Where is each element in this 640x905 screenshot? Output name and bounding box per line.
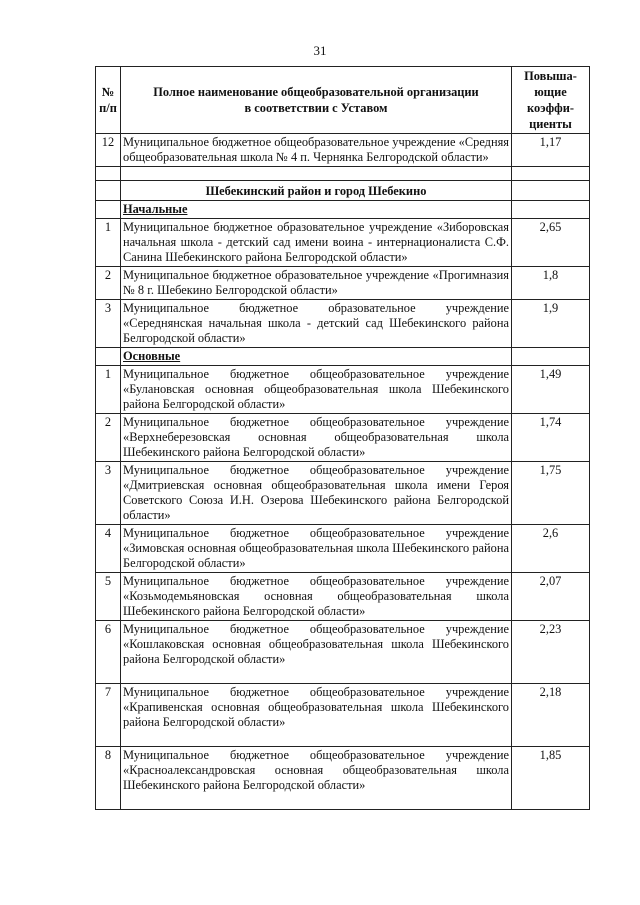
table-row <box>96 621 590 684</box>
table-row <box>96 300 590 348</box>
table-row <box>96 684 590 747</box>
category-row <box>96 201 590 219</box>
district-heading: Шебекинский район и город Шебекино <box>121 181 512 201</box>
row-num: 12 <box>96 134 121 167</box>
row-coef: 2,65 <box>512 219 590 267</box>
row-name: Муниципальное бюджетное общеобразовательное учреждение «Кошлаковская основная общеобразовательная школа Шебекинского района Белгородской области» <box>121 621 512 684</box>
table-row <box>96 414 590 462</box>
header-name: Полное наименование общеобразовательной организации в соответствии с Уставом <box>121 67 512 134</box>
row-coef: 1,8 <box>512 267 590 300</box>
row-name: Муниципальное бюджетное общеобразовательное учреждение «Дмитриевская основная общеобразовательная школа имени Героя Советского Союза И.Н. Озерова Шебекинского района Белгородской области» <box>121 462 512 525</box>
row-coef: 1,85 <box>512 747 590 810</box>
spacer-row <box>96 167 590 181</box>
table-row <box>96 525 590 573</box>
row-coef: 2,18 <box>512 684 590 747</box>
row-coef: 2,23 <box>512 621 590 684</box>
row-name: Муниципальное бюджетное общеобразовательное учреждение «Козьмодемьяновская основная общеобразовательная школа Шебекинского района Белгородской области» <box>121 573 512 621</box>
row-num: 5 <box>96 573 121 621</box>
row-coef: 2,6 <box>512 525 590 573</box>
row-coef: 1,17 <box>512 134 590 167</box>
table-row <box>96 573 590 621</box>
row-num: 3 <box>96 462 121 525</box>
category-row <box>96 348 590 366</box>
row-coef: 1,49 <box>512 366 590 414</box>
row-num: 7 <box>96 684 121 747</box>
row-coef: 2,07 <box>512 573 590 621</box>
district-row <box>96 181 590 201</box>
row-num: 1 <box>96 219 121 267</box>
row-name: Муниципальное бюджетное образовательное учреждение «Прогимназия № 8 г. Шебекино Белгородской области» <box>121 267 512 300</box>
schools-table <box>95 66 590 810</box>
row-name: Муниципальное бюджетное общеобразовательное учреждение «Средняя общеобразовательная школа № 4 п. Чернянка Белгородской области» <box>121 134 512 167</box>
table-row <box>96 267 590 300</box>
row-num: 2 <box>96 414 121 462</box>
row-name: Муниципальное бюджетное общеобразовательное учреждение «Верхнеберезовская основная общеобразовательная школа Шебекинского района Белгородской области» <box>121 414 512 462</box>
category-heading: Начальные <box>121 201 512 219</box>
row-coef: 1,9 <box>512 300 590 348</box>
row-name: Муниципальное бюджетное образовательное учреждение «Середнянская начальная школа - детский сад Шебекинского района Белгородской области» <box>121 300 512 348</box>
row-num: 1 <box>96 366 121 414</box>
table-row <box>96 134 590 167</box>
row-coef: 1,74 <box>512 414 590 462</box>
table-row <box>96 462 590 525</box>
row-name: Муниципальное бюджетное образовательное учреждение «Зиборовская начальная школа - детский сад имени воина - интернационалиста С.Ф. Санина Шебекинского района Белгородской области» <box>121 219 512 267</box>
row-name: Муниципальное бюджетное общеобразовательное учреждение «Булановская основная общеобразовательная школа Шебекинского района Белгородской области» <box>121 366 512 414</box>
row-coef: 1,75 <box>512 462 590 525</box>
row-num: 4 <box>96 525 121 573</box>
table-row <box>96 219 590 267</box>
row-name: Муниципальное бюджетное общеобразовательное учреждение «Зимовская основная общеобразовательная школа Шебекинского района Белгородской области» <box>121 525 512 573</box>
row-num: 6 <box>96 621 121 684</box>
row-num: 8 <box>96 747 121 810</box>
row-name: Муниципальное бюджетное общеобразовательное учреждение «Крапивенская основная общеобразовательная школа Шебекинского района Белгородской области» <box>121 684 512 747</box>
table-row <box>96 366 590 414</box>
header-coef: Повыша-ющие коэффи-циенты <box>512 67 590 134</box>
category-heading: Основные <box>121 348 512 366</box>
page-number: 31 <box>313 43 327 58</box>
table-header-row <box>96 67 590 134</box>
row-num: 3 <box>96 300 121 348</box>
table-row <box>96 747 590 810</box>
row-name: Муниципальное бюджетное общеобразовательное учреждение «Красноалександровская основная общеобразовательная школа Шебекинского района Белгородской области» <box>121 747 512 810</box>
header-num: № п/п <box>96 67 121 134</box>
row-num: 2 <box>96 267 121 300</box>
